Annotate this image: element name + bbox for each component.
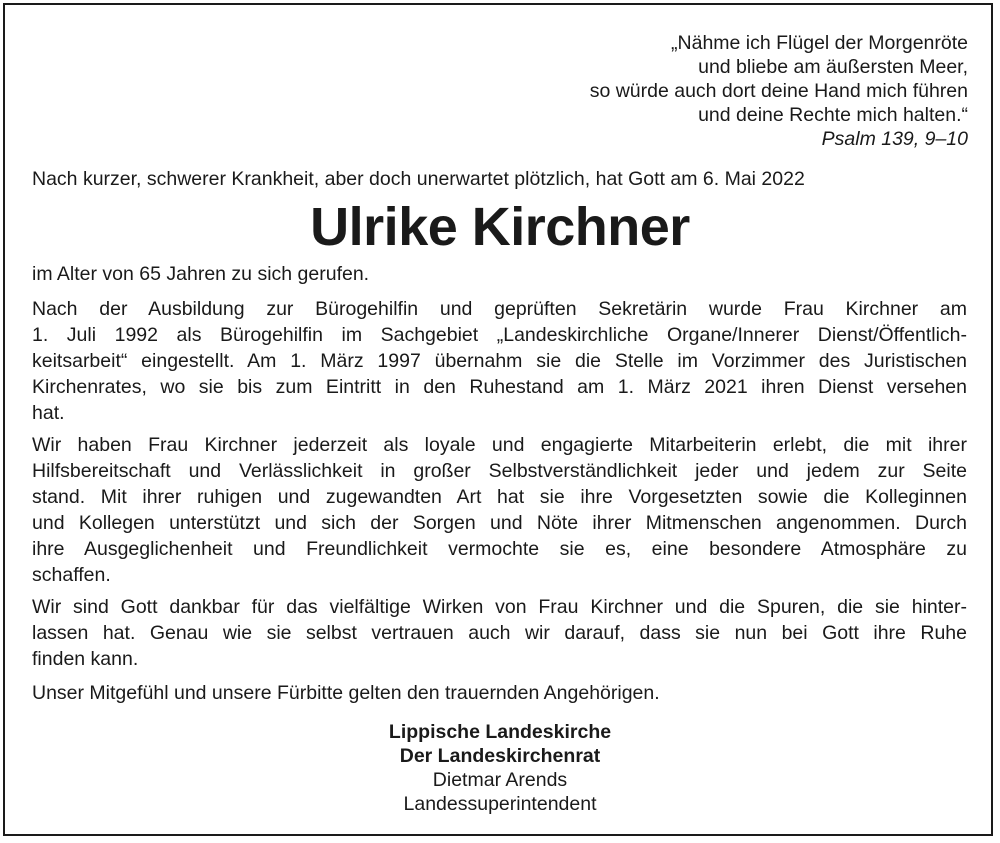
- paragraph-line: ihre Ausgeglichenheit und Freundlichkeit vermochte sie es, eine besondere Atmosphäre zu: [32, 538, 967, 560]
- paragraph-line: Wir haben Frau Kirchner jederzeit als loyale und engagierte Mitarbeiterin erlebt, die mit ihrer: [32, 434, 967, 456]
- paragraph-line: 1. Juli 1992 als Bürogehilfin im Sachgebiet „Landeskirchliche Organe/Innerer Dienst/Öffentlich-: [32, 324, 967, 346]
- paragraph-line: hat.: [32, 402, 65, 424]
- signature-role: Landessuperintendent: [403, 793, 597, 815]
- quote-reference: Psalm 139, 9–10: [821, 128, 968, 150]
- psalm-quote: [590, 31, 968, 151]
- paragraph-line: Nach der Ausbildung zur Bürogehilfin und geprüften Sekretärin wurde Frau Kirchner am: [32, 298, 967, 320]
- paragraph-line: finden kann.: [32, 648, 139, 670]
- paragraph-condolence: [32, 680, 967, 706]
- paragraph-line: stand. Mit ihrer ruhigen und zugewandten Art hat sie ihre Vorgesetzten sowie die Kolleginnen: [32, 486, 967, 508]
- quote-line: so würde auch dort deine Hand mich führen: [589, 80, 968, 102]
- intro-line: Nach kurzer, schwerer Krankheit, aber doch unerwartet plötzlich, hat Gott am 6. Mai 2022: [32, 168, 805, 190]
- paragraph-line: Wir sind Gott dankbar für das vielfältige Wirken von Frau Kirchner und die Spuren, die sie hinter-: [32, 596, 967, 618]
- paragraph-line: lassen hat. Genau wie sie selbst vertrauen auch wir darauf, dass sie nun bei Gott ihre Ruhe: [32, 622, 967, 644]
- paragraph-line: Hilfsbereitschaft und Verlässlichkeit in großer Selbstverständlichkeit jeder und jedem zur Seite: [32, 460, 967, 482]
- paragraph-gratitude: [32, 594, 967, 672]
- paragraph-line: schaffen.: [32, 564, 111, 586]
- paragraph-line: Unser Mitgefühl und unsere Fürbitte gelten den trauernden Angehörigen.: [32, 682, 660, 704]
- quote-line: „Nähme ich Flügel der Morgenröte: [671, 32, 968, 54]
- paragraph-line: und Kollegen unterstützt und sich der Sorgen und Nöte ihrer Mitmenschen angenommen. Durch: [32, 512, 967, 534]
- signature-person: Dietmar Arends: [432, 769, 568, 791]
- paragraph-career: [32, 296, 967, 426]
- paragraph-line: keitsarbeit“ eingestellt. Am 1. März 1997 übernahm sie die Stelle im Vorzimmer des Juristischen: [32, 350, 967, 372]
- signature-council: Der Landeskirchenrat: [399, 745, 601, 767]
- age-line: im Alter von 65 Jahren zu sich gerufen.: [32, 263, 370, 285]
- deceased-name: Ulrike Kirchner: [310, 197, 690, 257]
- signature-organization: Lippische Landeskirche: [388, 721, 612, 743]
- quote-line: und bliebe am äußersten Meer,: [698, 56, 968, 78]
- quote-line: und deine Rechte mich halten.“: [698, 104, 968, 126]
- signature-block: [0, 720, 1000, 816]
- paragraph-line: Kirchenrates, wo sie bis zum Eintritt in den Ruhestand am 1. März 2021 ihren Dienst versehen: [32, 376, 967, 398]
- paragraph-tribute: [32, 432, 967, 588]
